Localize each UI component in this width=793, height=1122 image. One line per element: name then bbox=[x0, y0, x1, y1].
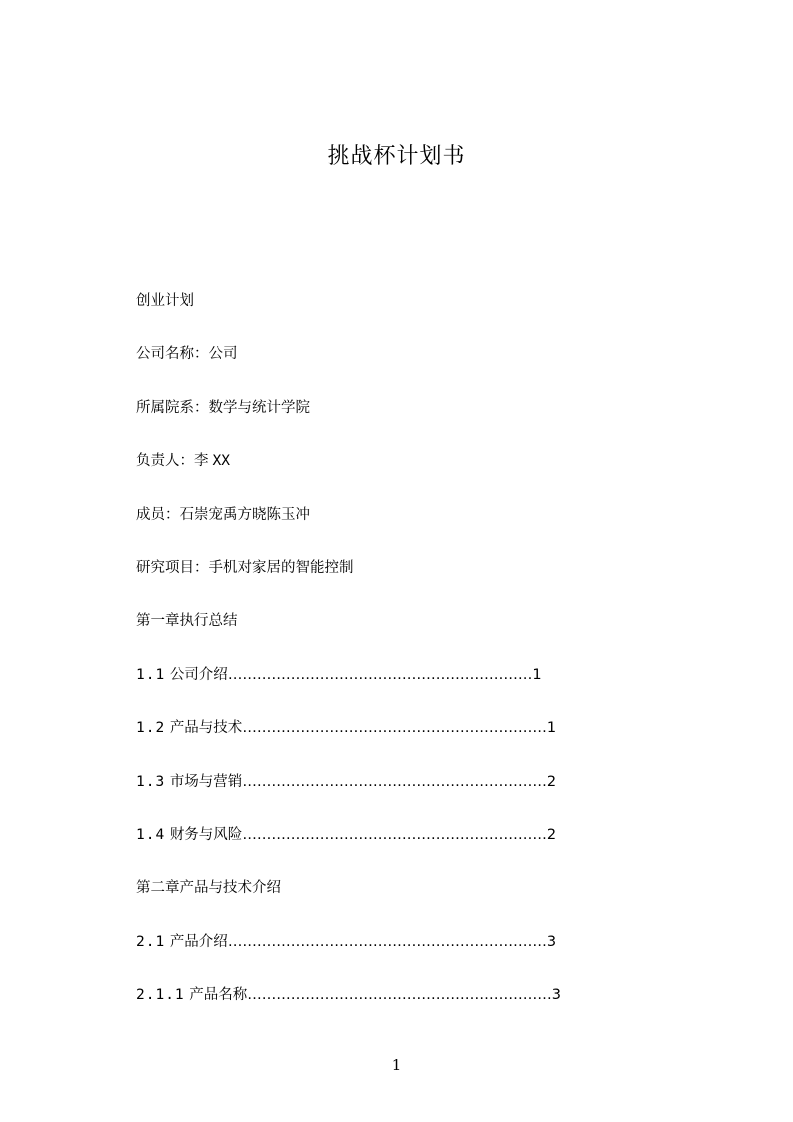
toc-entry[interactable] bbox=[136, 772, 556, 792]
toc-entry-number: 1.3 bbox=[136, 774, 166, 790]
toc-entry-title: 产品介绍 bbox=[169, 934, 228, 950]
toc-entry[interactable] bbox=[136, 985, 561, 1005]
toc-entry-title: 产品与技术 bbox=[169, 720, 243, 736]
toc-entry-leader: ……………………………………………………… bbox=[242, 720, 547, 736]
toc-entry-leader: ……………………………………………………… bbox=[242, 774, 547, 790]
toc-entry[interactable] bbox=[136, 718, 556, 738]
toc-entry-leader: ………………………………………………………… bbox=[227, 934, 547, 950]
toc-chapter-2: 第二章产品与技术介绍 bbox=[136, 880, 281, 896]
toc-entry-title: 产品名称 bbox=[189, 987, 248, 1003]
project: 研究项目：手机对家居的智能控制 bbox=[136, 560, 354, 576]
toc-entry[interactable] bbox=[136, 665, 542, 685]
toc-entry-page: 1 bbox=[546, 720, 557, 736]
toc-entry-number: 1.1 bbox=[136, 667, 166, 683]
toc-entry-page: 2 bbox=[546, 774, 557, 790]
department: 所属院系：数学与统计学院 bbox=[136, 400, 310, 416]
page-number: 1 bbox=[391, 1056, 402, 1074]
toc-entry-leader: ……………………………………………………… bbox=[242, 827, 547, 843]
toc-entry-number: 2.1 bbox=[136, 934, 166, 950]
document-title: 挑战杯计划书 bbox=[327, 144, 466, 169]
toc-entry-title: 公司介绍 bbox=[169, 667, 228, 683]
toc-entry-page: 2 bbox=[546, 827, 557, 843]
toc-entry-page: 1 bbox=[532, 667, 542, 683]
leader-label: 负责人：李 bbox=[136, 453, 209, 469]
toc-entry-title: 财务与风险 bbox=[169, 827, 243, 843]
leader-name: XX bbox=[212, 453, 230, 469]
toc-entry[interactable] bbox=[136, 825, 556, 845]
plan-type: 创业计划 bbox=[136, 293, 194, 309]
toc-entry-leader: ……………………………………………………… bbox=[247, 987, 552, 1003]
toc-entry-page: 3 bbox=[546, 934, 557, 950]
toc-entry[interactable] bbox=[136, 932, 556, 952]
toc-entry-title: 市场与营销 bbox=[169, 774, 243, 790]
company-name: 公司名称：公司 bbox=[136, 346, 238, 362]
toc-entry-page: 3 bbox=[551, 987, 561, 1003]
toc-entry-number: 2.1.1 bbox=[136, 987, 185, 1003]
members: 成员：石崇宠禹方晓陈玉冲 bbox=[136, 507, 310, 523]
toc-entry-number: 1.4 bbox=[136, 827, 166, 843]
toc-chapter-1: 第一章执行总结 bbox=[136, 613, 238, 629]
leader bbox=[136, 451, 230, 471]
toc-entry-leader: ……………………………………………………… bbox=[227, 667, 533, 683]
toc-entry-number: 1.2 bbox=[136, 720, 166, 736]
